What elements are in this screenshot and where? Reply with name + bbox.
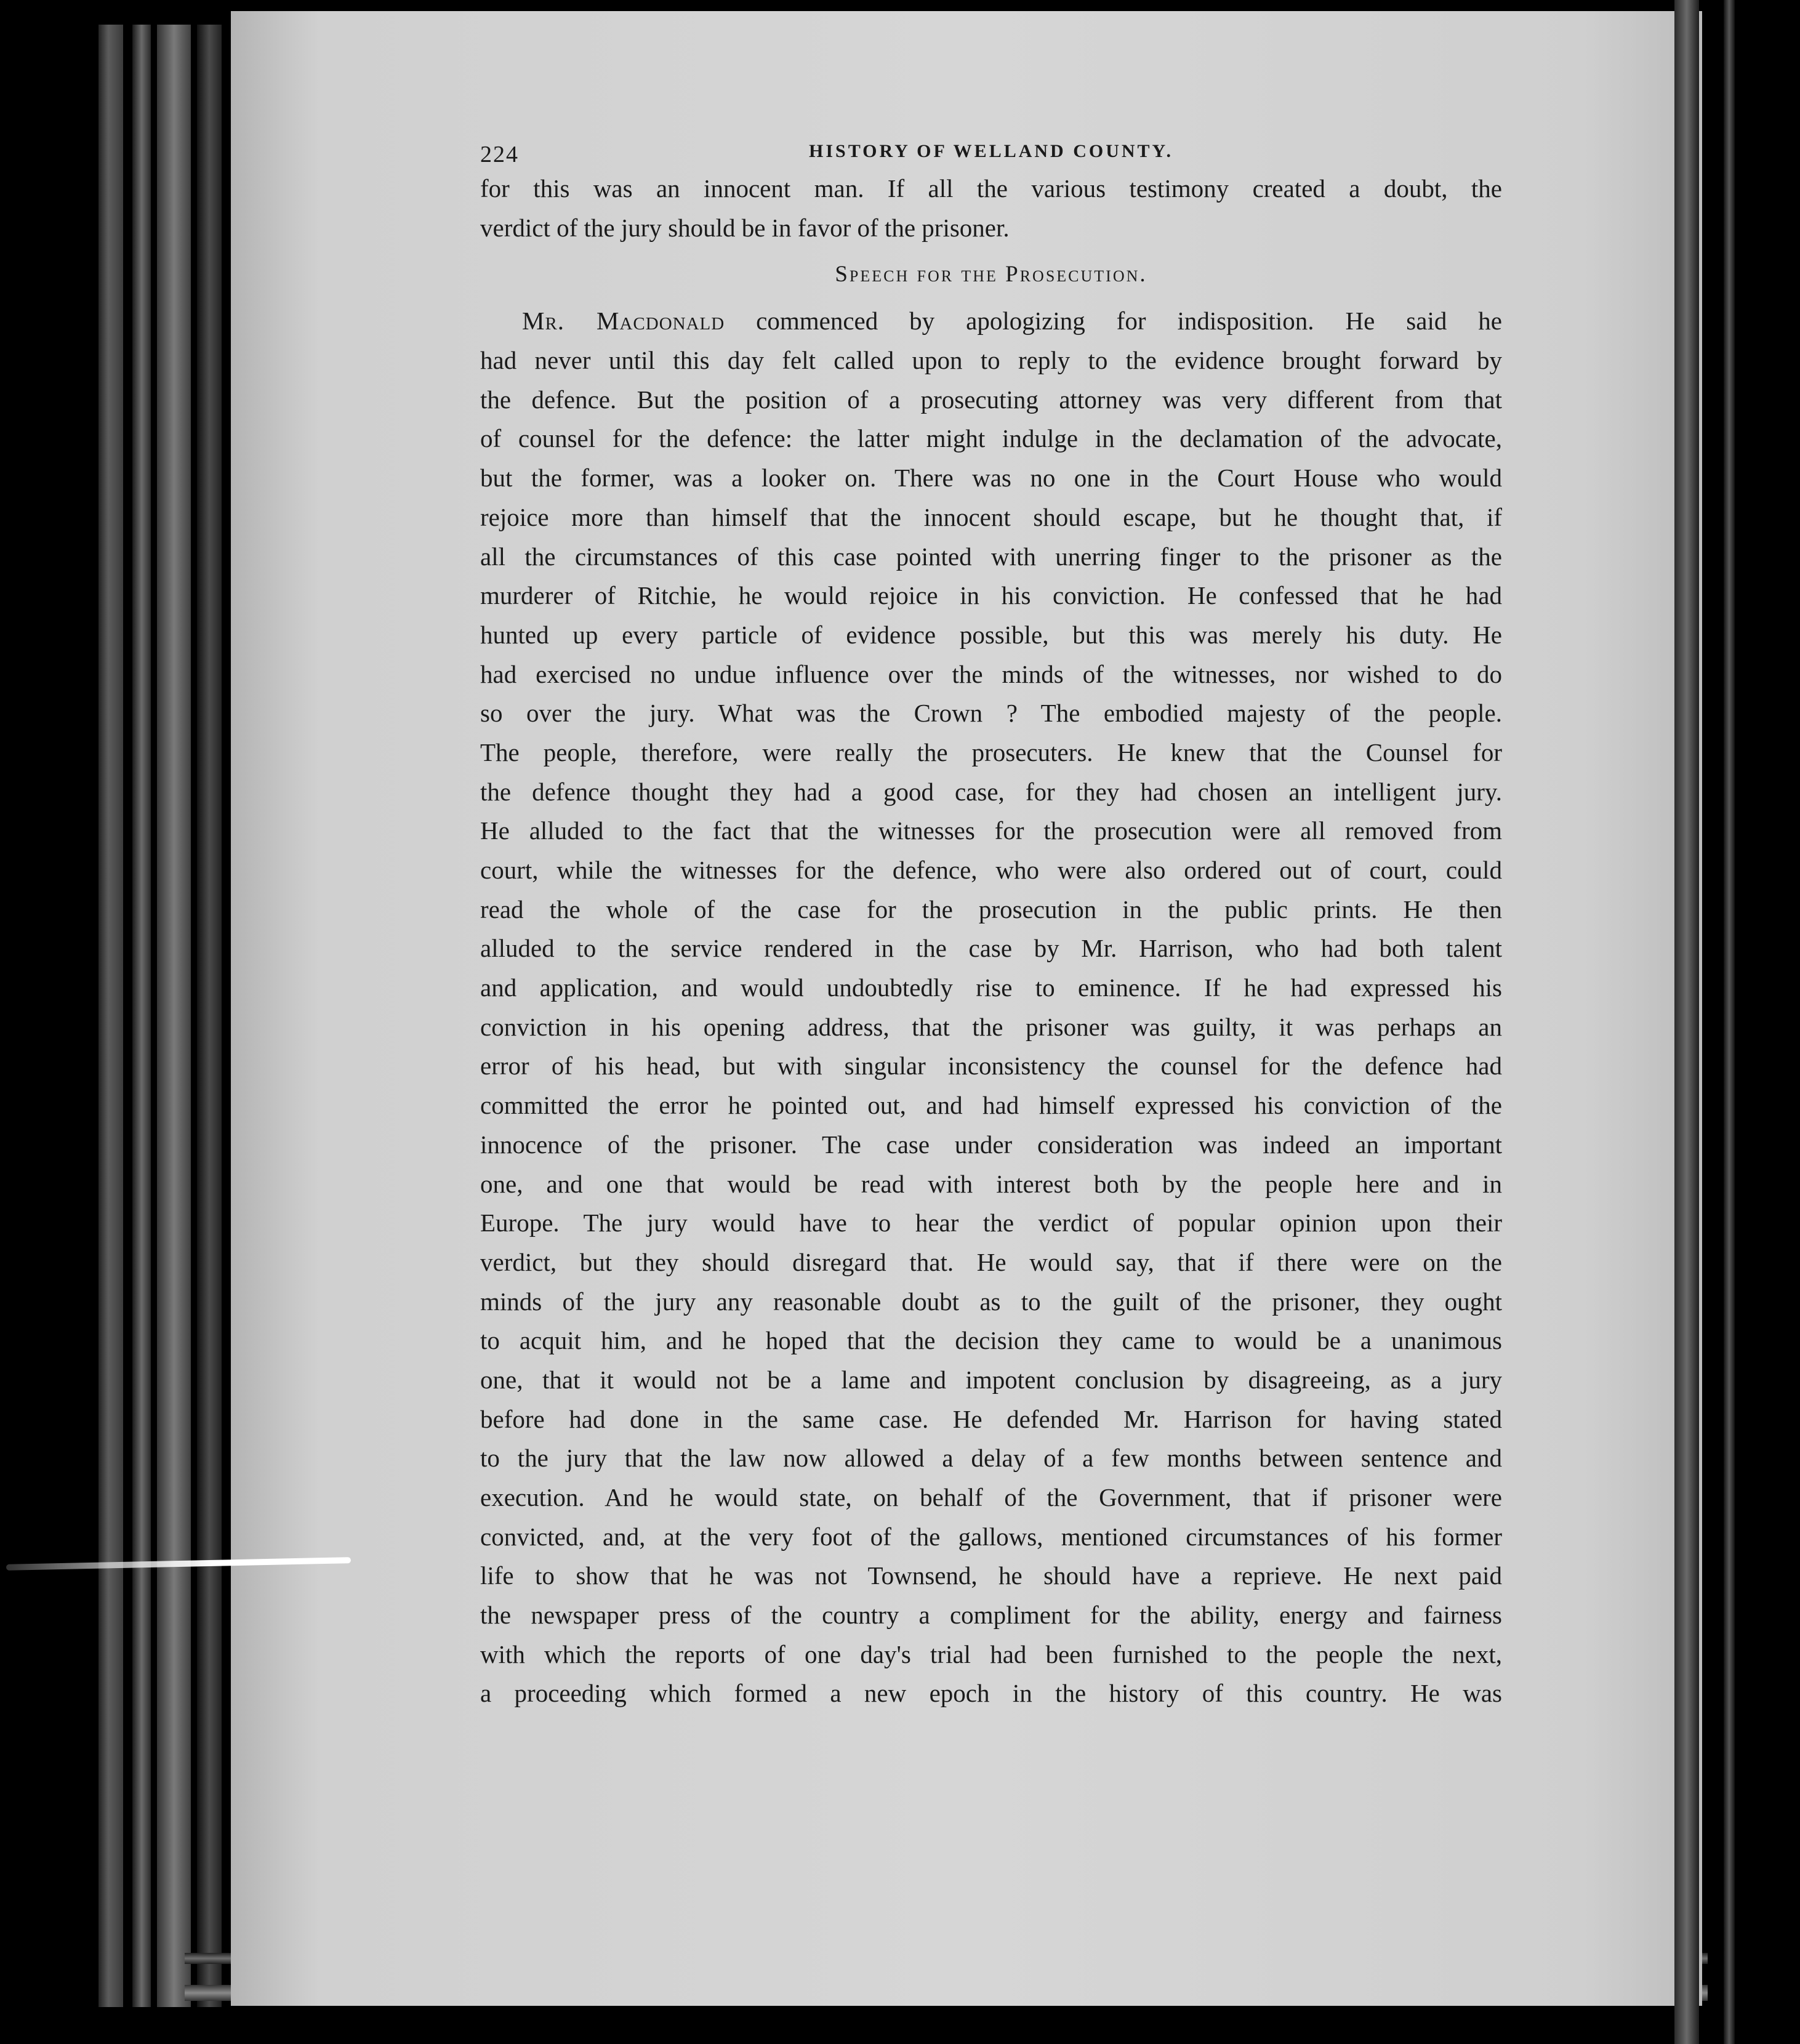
text-line: convicted, and, at the very foot of the gallows, mentioned circumstances of his former	[480, 1522, 1502, 1551]
right-binding	[1674, 0, 1699, 2044]
page-number: 224	[480, 142, 519, 167]
page-edge	[197, 25, 222, 2007]
paragraph-first-line	[480, 302, 1502, 341]
text-line: all the circumstances of this case pointed with unerring finger to the prisoner as the	[480, 542, 1502, 571]
text-line: error of his head, but with singular inconsistency the counsel for the defence had	[480, 1052, 1502, 1080]
text-line: to the jury that the law now allowed a delay of a few months between sentence and	[480, 1444, 1502, 1473]
speaker-name: Mr. Macdonald	[522, 307, 725, 336]
text-line: to acquit him, and he hoped that the decision they came to would be a unanimous	[480, 1326, 1502, 1355]
text-line: but the former, was a looker on. There was no one in the Court House who would	[480, 464, 1502, 493]
text-line: conviction in his opening address, that the prisoner was guilty, it was perhaps an	[480, 1012, 1502, 1041]
text-line: for this was an innocent man. If all the various testimony created a doubt, the	[480, 174, 1502, 203]
text-line: execution. And he would state, on behalf of the Government, that if prisoner were	[480, 1483, 1502, 1511]
text-line: verdict of the jury should be in favor of the prisoner.	[480, 213, 1010, 242]
text-line: court, while the witnesses for the defence, who were also ordered out of court, could	[480, 856, 1502, 884]
text-line: murderer of Ritchie, he would rejoice in his conviction. He confessed that he had	[480, 581, 1502, 610]
text-line: read the whole of the case for the prosecution in the public prints. He then	[480, 895, 1502, 923]
paragraph-body	[480, 341, 1502, 1713]
text-line: one, and one that would be read with interest both by the people here and in	[480, 1169, 1502, 1198]
text-block	[480, 132, 1502, 1713]
page-edge	[157, 25, 191, 2007]
section-heading: Speech for the Prosecution.	[835, 262, 1147, 288]
text-line: the newspaper press of the country a compliment for the ability, energy and fairness	[480, 1601, 1502, 1630]
text-line: minds of the jury any reasonable doubt as to the guilt of the prisoner, they ought	[480, 1287, 1502, 1316]
text-line: life to show that he was not Townsend, he should have a reprieve. He next paid	[480, 1561, 1502, 1590]
text-line: with which the reports of one day's trial had been furnished to the people the next,	[480, 1640, 1502, 1668]
text-line: one, that it would not be a lame and impotent conclusion by disagreeing, as a jury	[480, 1365, 1502, 1394]
text-line: rejoice more than himself that the innocent should escape, but he thought that, if	[480, 502, 1502, 531]
page-edge	[132, 25, 151, 2007]
text-line: a proceeding which formed a new epoch in the history of this country. He was	[480, 1679, 1502, 1708]
text-line: before had done in the same case. He defended Mr. Harrison for having stated	[480, 1404, 1502, 1433]
text-line: had never until this day felt called upon to reply to the evidence brought forward by	[480, 346, 1502, 375]
text-line: alluded to the service rendered in the case by Mr. Harrison, who had both talent	[480, 934, 1502, 963]
text-line: He alluded to the fact that the witnesses for the prosecution were all removed from	[480, 816, 1502, 845]
text-line: verdict, but they should disregard that. He would say, that if there were on the	[480, 1247, 1502, 1276]
right-binding-edge	[1724, 0, 1735, 2044]
text-line: the defence. But the position of a prosecuting attorney was very different from that	[480, 385, 1502, 414]
text-line: committed the error he pointed out, and had himself expressed his conviction of the	[480, 1091, 1502, 1120]
text-line-rest: commenced by apologizing for indisposition. He said he	[725, 307, 1502, 336]
text-line: innocence of the prisoner. The case under consideration was indeed an important	[480, 1130, 1502, 1159]
text-line: The people, therefore, were really the prosecuters. He knew that the Counsel for	[480, 738, 1502, 766]
text-line: Europe. The jury would have to hear the verdict of popular opinion upon their	[480, 1209, 1502, 1237]
text-line: so over the jury. What was the Crown ? The embodied majesty of the people.	[480, 699, 1502, 728]
text-line: of counsel for the defence: the latter might indulge in the declamation of the advocate,	[480, 424, 1502, 453]
text-line: and application, and would undoubtedly rise to eminence. If he had expressed his	[480, 973, 1502, 1002]
running-title: HISTORY OF WELLAND COUNTY.	[809, 141, 1173, 161]
text-line: hunted up every particle of evidence possible, but this was merely his duty. He	[480, 620, 1502, 649]
page-edge	[98, 25, 123, 2007]
running-head	[480, 132, 1502, 169]
text-line: had exercised no undue influence over the minds of the witnesses, nor wished to do	[480, 659, 1502, 688]
text-line: the defence thought they had a good case, for they had chosen an intelligent jury.	[480, 777, 1502, 806]
